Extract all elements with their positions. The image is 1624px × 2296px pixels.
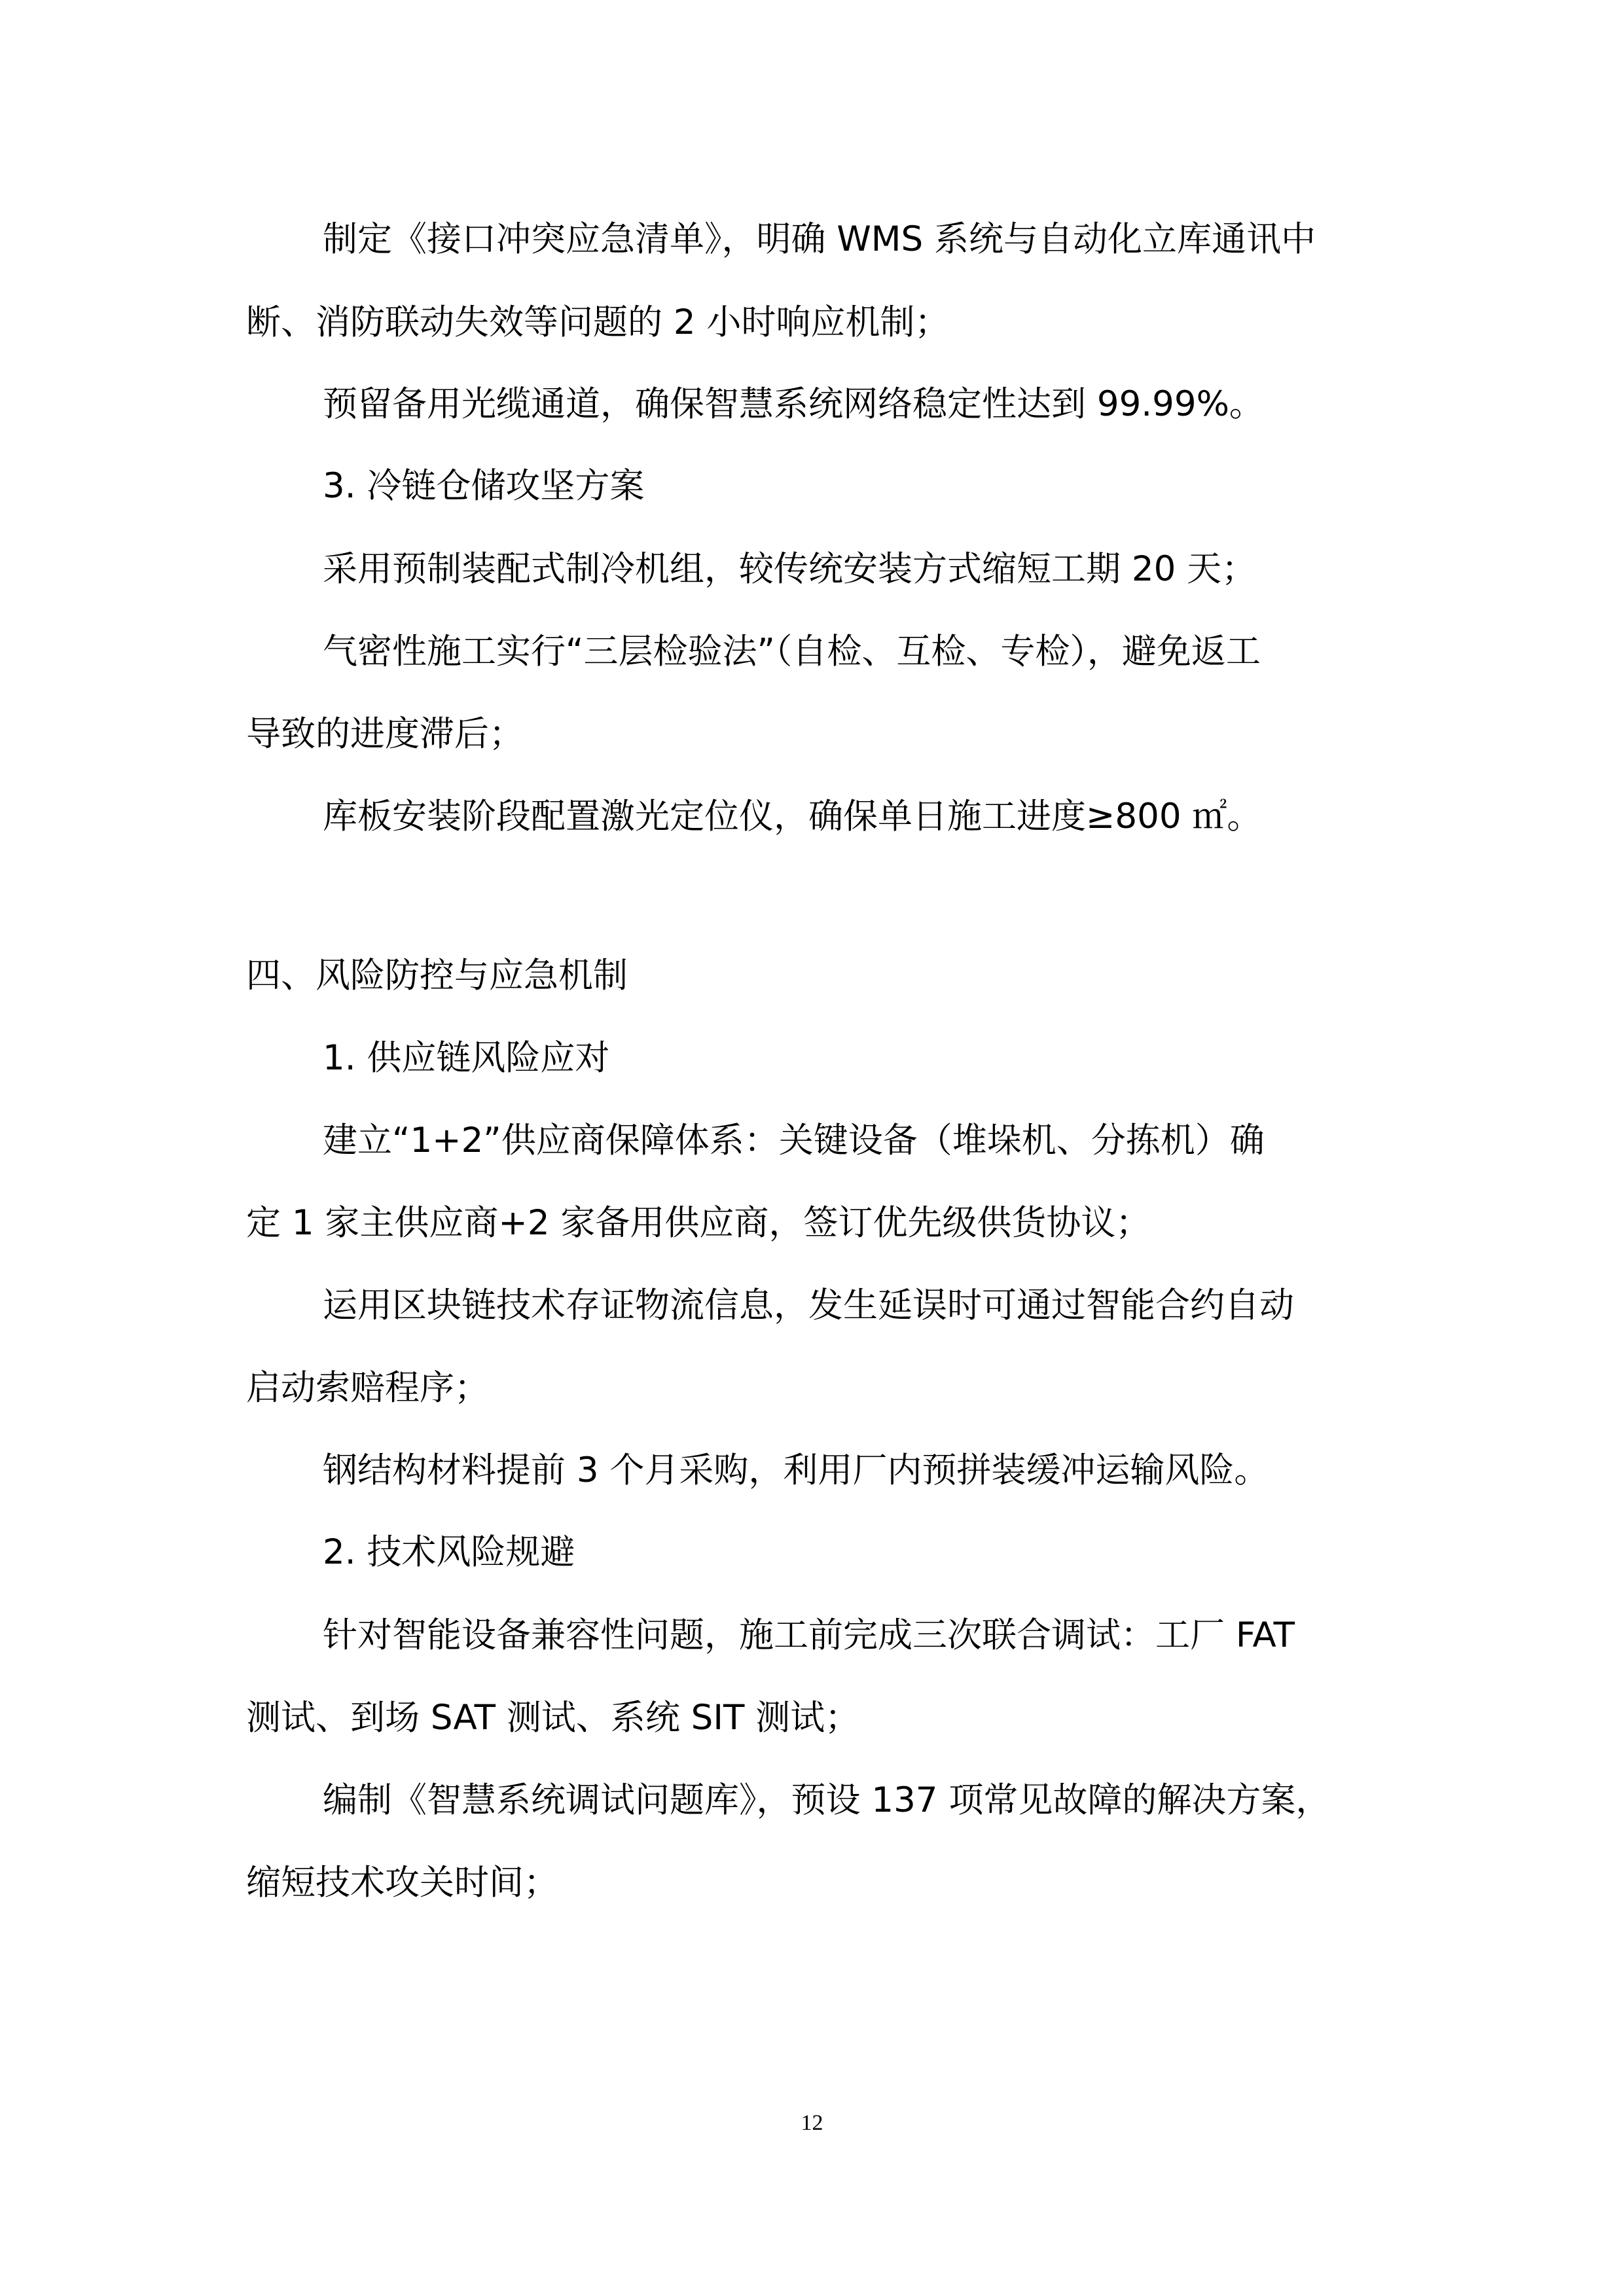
paragraph-line: 预留备用光缆通道，确保智慧系统网络稳定性达到 99.99%。	[323, 384, 1264, 424]
paragraph-line: 断、消防联动失效等问题的 2 小时响应机制；	[246, 302, 950, 342]
page-number: 12	[801, 2111, 823, 2135]
chapter-heading: 四、风险防控与应急机制	[246, 956, 628, 996]
paragraph-line: 气密性施工实行“三层检验法”（自检、互检、专检），避免返工	[323, 632, 1261, 672]
paragraph-line: 库板安装阶段配置激光定位仪，确保单日施工进度≥800 ㎡。	[323, 797, 1262, 836]
paragraph-line: 钢结构材料提前 3 个月采购，利用厂内预拼装缓冲运输风险。	[323, 1450, 1269, 1490]
paragraph-line: 建立“1+2”供应商保障体系：关键设备（堆垛机、分拣机）确	[323, 1121, 1265, 1160]
section-heading: 3. 冷链仓储攻坚方案	[323, 466, 645, 506]
paragraph-line: 运用区块链技术存证物流信息，发生延误时可通过智能合约自动	[323, 1285, 1294, 1325]
paragraph-line: 编制《智慧系统调试问题库》，预设 137 项常见故障的解决方案，	[323, 1780, 1331, 1820]
paragraph-line: 针对智能设备兼容性问题，施工前完成三次联合调试：工厂 FAT	[323, 1615, 1295, 1655]
paragraph-line: 制定《接口冲突应急清单》，明确 WMS 系统与自动化立库通讯中	[323, 219, 1316, 259]
paragraph-line: 启动索赔程序；	[246, 1368, 489, 1408]
paragraph-line: 缩短技术攻关时间；	[246, 1863, 558, 1903]
paragraph-line: 测试、到场 SAT 测试、系统 SIT 测试；	[246, 1698, 860, 1738]
paragraph-line: 采用预制装配式制冷机组，较传统安装方式缩短工期 20 天；	[323, 549, 1257, 589]
section-heading: 2. 技术风险规避	[323, 1532, 575, 1572]
paragraph-line: 定 1 家主供应商+2 家备用供应商，签订优先级供货协议；	[246, 1203, 1151, 1243]
paragraph-line: 导致的进度滞后；	[246, 714, 524, 754]
section-heading: 1. 供应链风险应对	[323, 1038, 610, 1078]
